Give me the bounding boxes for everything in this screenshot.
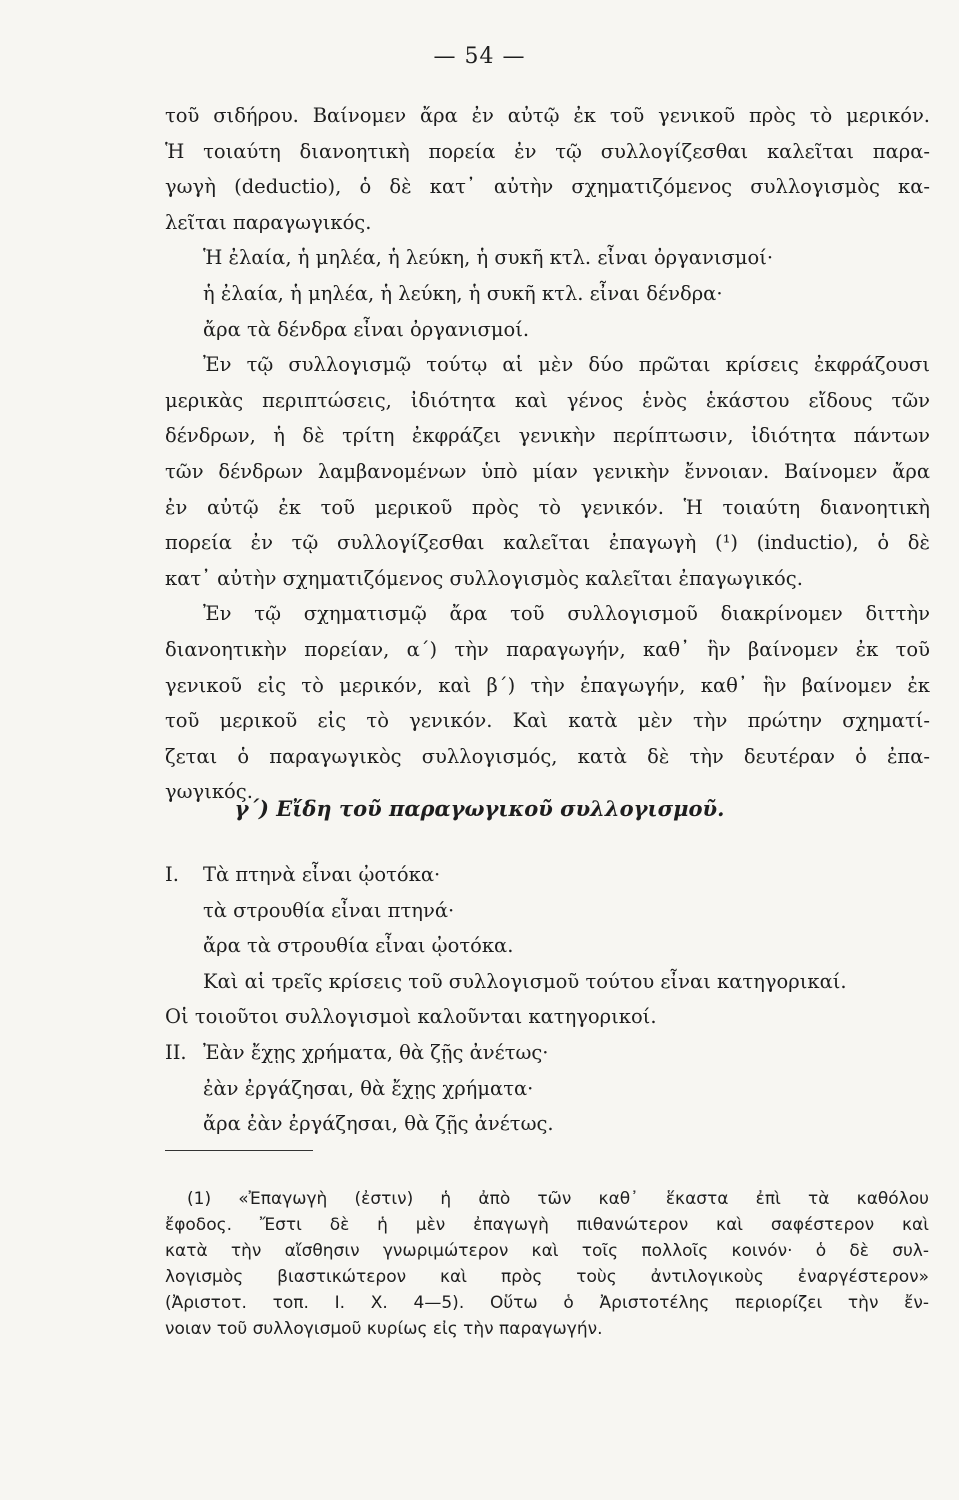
footnote-divider xyxy=(165,1150,313,1151)
syllogism-line: ἐὰν ἐργάζησαι, θὰ ἔχῃς χρήματα· xyxy=(203,1076,534,1100)
example-line: ἄρα τὰ δένδρα εἶναι ὀργανισμοί. xyxy=(203,317,530,341)
page-number: — 54 — xyxy=(433,44,526,69)
syllogism-line: ἄρα τὰ στρουθία εἶναι ᾠοτόκα. xyxy=(203,934,514,958)
footnote xyxy=(165,1186,929,1342)
main-text xyxy=(165,98,930,810)
text-line: Οἱ τοιοῦτοι συλλογισμοὶ καλοῦνται κατηγορικοί. xyxy=(165,1005,657,1029)
section-heading: γ΄) Εἴδη τοῦ παραγωγικοῦ συλλογισμοῦ. xyxy=(234,796,725,821)
text-line: τοῦ σιδήρου. Βαίνομεν ἄρα ἐν αὐτῷ ἐκ τοῦ γενικοῦ πρὸς τὸ μερικόν. xyxy=(165,104,930,127)
syllogism-line xyxy=(165,857,930,893)
roman-numeral: II. xyxy=(165,1040,187,1064)
footnote-line: λογισμὸς βιαστικώτερον καὶ πρὸς τοὺς ἀντιλογικοὺς ἐναργέστερον» xyxy=(165,1267,929,1287)
footnote-line: ἔφοδος. Ἔστι δὲ ἡ μὲν ἐπαγωγὴ πιθανώτερον καὶ σαφέστερον καὶ xyxy=(165,1215,929,1235)
text-line: γωγικός. xyxy=(165,780,253,804)
roman-numeral: I. xyxy=(165,863,179,886)
syllogism-premise: Ἐὰν ἔχῃς χρήματα, θὰ ζῇς ἀνέτως· xyxy=(203,1040,549,1064)
text-line: κατ᾽ αὐτὴν σχηματιζόμενος συλλογισμὸς καλεῖται ἐπαγωγικός. xyxy=(165,566,803,590)
text-line: μερικὰς περιπτώσεις, ἰδιότητα καὶ γένος ἑνὸς ἑκάστου εἴδους τῶν xyxy=(165,388,930,412)
example-line: ἡ ἐλαία, ἡ μηλέα, ἡ λεύκη, ἡ συκῆ κτλ. εἶναι δένδρα· xyxy=(203,281,723,305)
text-line: Ἡ τοιαύτη διανοητικὴ πορεία ἐν τῷ συλλογίζεσθαι καλεῖται παρα- xyxy=(165,139,930,163)
footnote-line: κατὰ τὴν αἴσθησιν γνωριμώτερον καὶ τοῖς πολλοῖς κοινόν· ὁ δὲ συλ- xyxy=(165,1241,929,1261)
text-line: πορεία ἐν τῷ συλλογίζεσθαι καλεῖται ἐπαγωγὴ (¹) (inductio), ὁ δὲ xyxy=(165,531,930,555)
text-line: ἐν αὐτῷ ἐκ τοῦ μερικοῦ πρὸς τὸ γενικόν. Ἡ τοιαύτη διανοητικὴ xyxy=(165,495,930,519)
footnote-line: (Ἀριστοτ. τοπ. Ι. Χ. 4—5). Οὕτω ὁ Ἀριστοτέλης περιορίζει τὴν ἔν- xyxy=(165,1293,929,1313)
text-line: τῶν δένδρων λαμβανομένων ὑπὸ μίαν γενικὴν ἔννοιαν. Βαίνομεν ἄρα xyxy=(165,459,930,483)
syllogism-one xyxy=(165,857,930,1142)
footnote-line: νοιαν τοῦ συλλογισμοῦ κυρίως εἰς τὴν παραγωγήν. xyxy=(165,1319,603,1339)
text-line: Ἐν τῷ σχηματισμῷ ἄρα τοῦ συλλογισμοῦ διακρίνομεν διττὴν xyxy=(203,602,930,626)
text-line: Ἐν τῷ συλλογισμῷ τούτῳ αἱ μὲν δύο πρῶται κρίσεις ἐκφράζουσι xyxy=(203,353,930,377)
text-line: ζεται ὁ παραγωγικὸς συλλογισμός, κατὰ δὲ τὴν δευτέραν ὁ ἐπα- xyxy=(165,744,930,768)
text-line: δένδρων, ἡ δὲ τρίτη ἐκφράζει γενικὴν περίπτωσιν, ἰδιότητα πάντων xyxy=(165,424,930,448)
text-line: γωγὴ (deductio), ὁ δὲ κατ᾽ αὐτὴν σχηματιζόμενος συλλογισμὸς κα- xyxy=(165,175,930,199)
syllogism-premise: Τὰ πτηνὰ εἶναι ᾠοτόκα· xyxy=(203,863,441,886)
text-line: γενικοῦ εἰς τὸ μερικόν, καὶ β΄) τὴν ἐπαγωγήν, καθ᾽ ἣν βαίνομεν ἐκ xyxy=(165,673,930,697)
syllogism-line: ἄρα ἐὰν ἐργάζησαι, θὰ ζῇς ἀνέτως. xyxy=(203,1112,554,1136)
text-line: Καὶ αἱ τρεῖς κρίσεις τοῦ συλλογισμοῦ τούτου εἶναι κατηγορικαί. xyxy=(203,969,847,993)
footnote-line: (1) «Ἐπαγωγὴ (ἐστιν) ἡ ἀπὸ τῶν καθ᾽ ἕκαστα ἐπὶ τὰ καθόλου xyxy=(187,1189,929,1209)
text-line: λεῖται παραγωγικός. xyxy=(165,210,372,234)
text-line: διανοητικὴν πορείαν, α΄) τὴν παραγωγήν, καθ᾽ ἣν βαίνομεν ἐκ τοῦ xyxy=(165,637,930,661)
text-line: τοῦ μερικοῦ εἰς τὸ γενικόν. Καὶ κατὰ μὲν τὴν πρώτην σχηματί- xyxy=(165,709,930,733)
example-line: Ἡ ἐλαία, ἡ μηλέα, ἡ λεύκη, ἡ συκῆ κτλ. εἶναι ὀργανισμοί· xyxy=(203,246,774,270)
syllogism-line xyxy=(165,1035,930,1071)
syllogism-line: τὰ στρουθία εἶναι πτηνά· xyxy=(203,898,455,922)
